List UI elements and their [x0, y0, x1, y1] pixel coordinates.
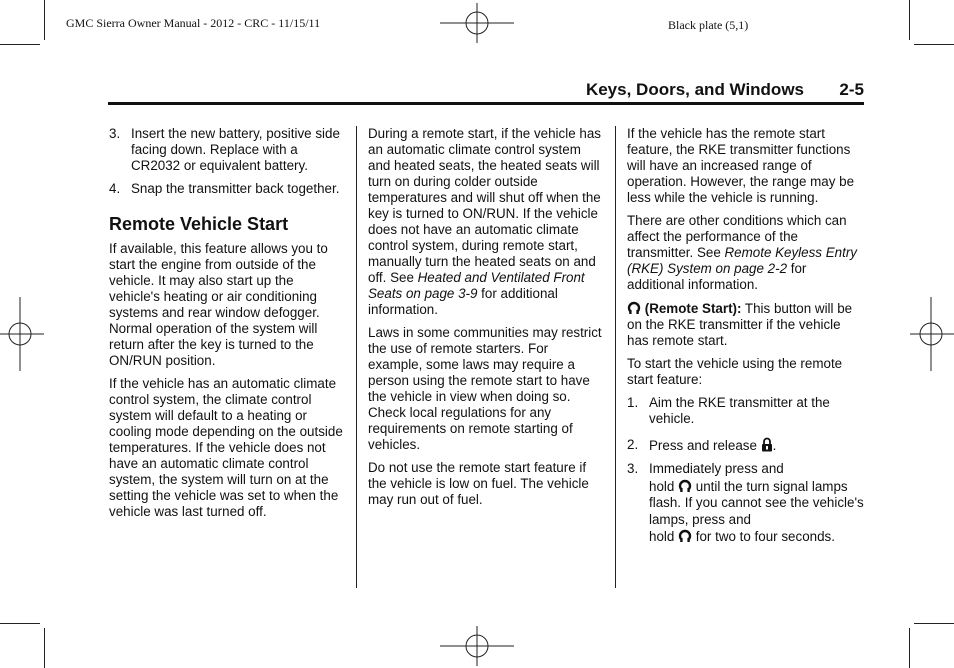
text-run: Press and release — [649, 438, 761, 453]
paragraph — [368, 126, 606, 318]
list-item — [109, 126, 347, 174]
crop-mark — [44, 0, 45, 40]
registration-mark-icon — [440, 626, 514, 666]
page-number: 2-5 — [839, 80, 864, 99]
text-run: for two to four seconds. — [692, 529, 835, 544]
paragraph: Laws in some communities may restrict the use of remote starters. For example, some laws may require a person using the remote start to have the vehicle in view when doing so. Check local regulations for any requirements on remote starting of vehicles. — [368, 325, 602, 452]
section-header — [108, 80, 864, 105]
crop-mark — [914, 623, 954, 624]
text-run: for additional information. — [627, 261, 807, 292]
text-run: for additional information. — [368, 286, 558, 317]
list-text: Insert the new battery, positive side facing down. Replace with a CR2032 or equivalent battery. — [131, 126, 340, 173]
paragraph: If the vehicle has the remote start feature, the RKE transmitter functions will have an increased range of operation. However, the range may be less while the vehicle is running. — [627, 126, 855, 205]
list-number: 3. — [109, 126, 121, 141]
crop-mark — [44, 628, 45, 668]
registration-mark-icon — [440, 3, 514, 43]
crop-mark — [909, 0, 910, 40]
list-number: 3. — [627, 461, 639, 476]
section-title: Keys, Doors, and Windows — [585, 80, 804, 99]
cross-reference-link[interactable]: Remote Keyless Entry (RKE) System on page 2-2 — [627, 245, 857, 276]
lock-icon — [761, 437, 773, 452]
text-run: There are other conditions which can affect the performance of the transmitter. See — [627, 213, 847, 260]
crop-mark — [909, 628, 910, 668]
paragraph — [627, 300, 865, 349]
list-item — [627, 395, 865, 427]
text-run: until the turn signal lamps flash. If you cannot see the vehicle's lamps, press and — [649, 478, 864, 527]
column-divider — [356, 126, 357, 588]
manual-id: GMC Sierra Owner Manual - 2012 - CRC - 11/15/11 — [66, 16, 321, 30]
paragraph: Do not use the remote start feature if the vehicle is low on fuel. The vehicle may run out of fuel. — [368, 460, 589, 507]
paragraph: If the vehicle has an automatic climate control system, the climate control system will default to a heating or cooling mode depending on the outside temperatures. If the vehicle does not have an automatic climate control system, the system will turn on at the setting the vehicle was set to when the vehicle was last turned off. — [109, 376, 343, 519]
list-item — [627, 437, 865, 454]
column-1 — [109, 126, 347, 527]
registration-mark-icon — [910, 297, 954, 371]
list-number: 2. — [627, 437, 639, 452]
list-item — [109, 181, 347, 197]
crop-mark — [0, 623, 40, 624]
subsection-heading: Remote Vehicle Start — [109, 214, 289, 234]
button-label: (Remote Start): — [644, 301, 742, 316]
remote-start-icon — [678, 528, 692, 543]
text-run: hold — [649, 478, 679, 494]
text-run: Immediately press and — [649, 461, 784, 476]
registration-mark-icon — [0, 297, 44, 371]
list-number: 4. — [109, 181, 121, 196]
crop-mark — [914, 44, 954, 45]
text-run: During a remote start, if the vehicle has an automatic climate control system and heated seats, the heated seats will turn on during colder outside temperatures and will shut off when the key is turned to ON/RUN. If the vehicle does not have an automatic climate control system, during remote start, manually turn the heated seats on and off. See — [368, 126, 601, 285]
list-text: Aim the RKE transmitter at the vehicle. — [649, 395, 830, 426]
list-number: 1. — [627, 395, 639, 410]
text-run: This button will be on the RKE transmitter if the vehicle has remote start. — [627, 301, 853, 348]
column-divider — [615, 126, 616, 588]
paragraph: To start the vehicle using the remote start feature: — [627, 356, 843, 387]
text-run: . — [772, 438, 777, 453]
plate-label: Black plate (5,1) — [668, 18, 749, 32]
list-item — [627, 461, 865, 546]
remote-start-icon — [627, 300, 641, 315]
crop-mark — [0, 44, 40, 45]
list-text: Snap the transmitter back together. — [131, 181, 340, 196]
paragraph: If available, this feature allows you to start the engine from outside of the vehicle. It may also start up the vehicle's heating or air conditioning systems and rear window defogger. Normal operation of the system will return after the key is turned to the ON/RUN position. — [109, 241, 328, 368]
cross-reference-link[interactable]: Heated and Ventilated Front Seats on page 3-9 — [368, 270, 585, 301]
column-2 — [368, 126, 606, 515]
paragraph — [627, 213, 865, 293]
column-3 — [627, 126, 865, 553]
remote-start-icon — [678, 478, 692, 493]
text-run: hold — [649, 529, 679, 544]
